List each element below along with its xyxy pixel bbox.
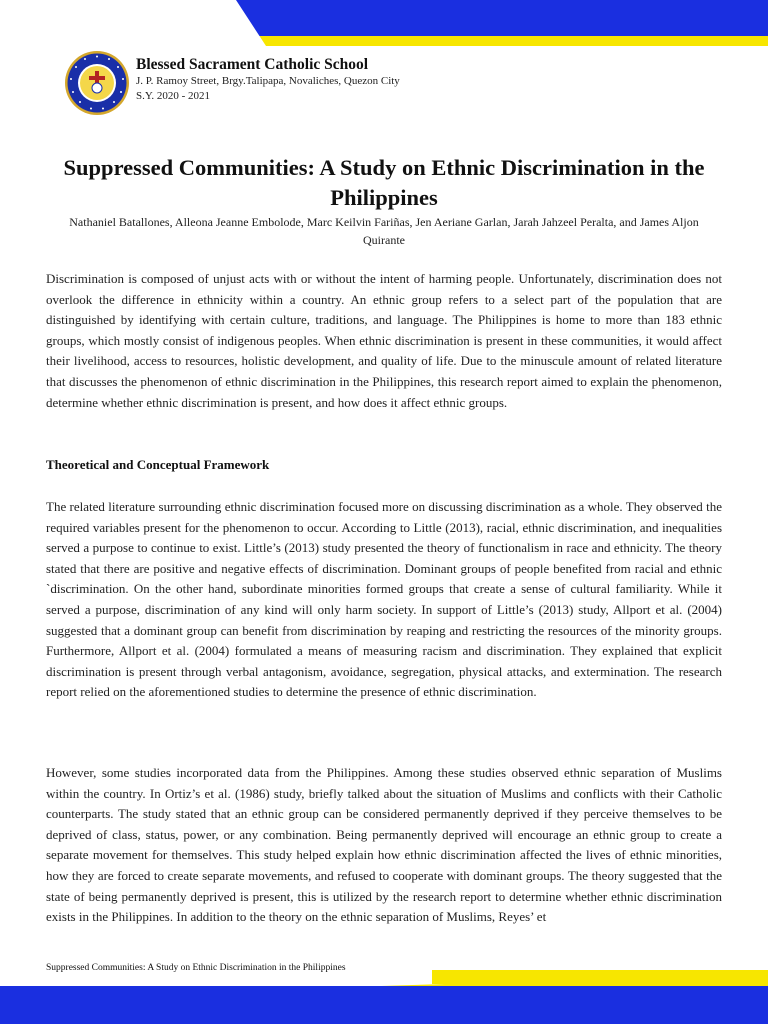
school-info bbox=[136, 55, 400, 104]
bottom-banner-blue-stripe bbox=[0, 986, 768, 1024]
school-seal-icon bbox=[64, 50, 130, 116]
school-year: S.Y. 2020 - 2021 bbox=[136, 90, 211, 102]
body-paragraph-2: However, some studies incorporated data from the Philippines. Among these studies observed ethnic separation of Muslims within the country. In Ortiz’s et al. (1986) study, briefly talked about the situation of Muslims and conflicts with their Catholic counterparts. The study stated that an ethnic group can be considered permanently deprived if they perceive themselves to be deprived of class, status, power, or any combination. Being permanently deprived will encourage an ethnic group to create a separate movement for themselves. This study helped explain how ethnic discrimination affected the lives of ethnic minorities, how they are forced to create separate movements, and refused to cooperate with dominant groups. The theory suggested that the state of being permanently deprived is present, this is utilized by the research report to determine whether ethnic discrimination exists in the Philippines. In addition to the theory on the ethnic separation of Muslims, Reyes’ et bbox=[46, 765, 722, 925]
abstract-paragraph: Discrimination is composed of unjust acts with or without the intent of harming people. Unfortunately, discrimination does not overlook the difference in ethnicity within a country. An ethnic group refers to a select part of the population that are distinguished by identifying with certain culture, traditions, and language. The Philippines is home to more than 183 ethnic groups, which mostly consist of indigenous peoples. When ethnic discrimination is present in these communities, it would affect their livelihood, access to resources, holistic development, and quality of life. Due to the minuscule amount of related literature that discusses the phenomenon of ethnic discrimination in the Philippines, this research report aimed to explain the phenomenon, determine whether ethnic discrimination is present, and how does it affect ethnic groups. bbox=[46, 271, 722, 410]
school-address: J. P. Ramoy Street, Brgy.Talipapa, Novaliches, Quezon City bbox=[136, 75, 400, 87]
school-name: Blessed Sacrament Catholic School bbox=[136, 56, 369, 73]
paper-title: Suppressed Communities: A Study on Ethnic Discrimination in the Philippines bbox=[63, 155, 705, 210]
school-header bbox=[64, 50, 744, 120]
section-heading: Theoretical and Conceptual Framework bbox=[46, 457, 270, 472]
page-footer: Suppressed Communities: A Study on Ethnic Discrimination in the Philippines bbox=[46, 963, 346, 973]
top-banner-blue-stripe bbox=[228, 0, 768, 36]
paper-authors: Nathaniel Batallones, Alleona Jeanne Embolode, Marc Keilvin Fariñas, Jen Aeriane Garlan, Jarah Jahzeel Peralta, and James Aljon Quirante bbox=[69, 215, 699, 247]
body-paragraph-1: The related literature surrounding ethnic discrimination focused more on discussing discrimination as a whole. They observed the required variables present for the phenomenon to occur. According to Little (2013), racial, ethnic discrimination, and inequalities served a purpose to continue to exist. Little’s (2013) study presented the theory of functionalism in race and ethnicity. The theory stated that there are positive and negative effects of discrimination. Dominant groups of people benefited from racial and ethnic `discrimination. On the other hand, subordinate minorities formed groups that create a sense of cultural familiarity. While it served a purpose, discrimination of any kind will only harm society. In support of Little’s (2013) study, Allport et al. (2004) suggested that a dominant group can benefit from discrimination by reaping and restricting the resources of the minority groups. Furthermore, Allport et al. (2004) formulated a means of measuring racism and discrimination. They explained that explicit discrimination is present through verbal antagonism, avoidance, segregation, physical attacks, and extermination. The research report relied on the aforementioned studies to determine the presence of ethnic discrimination. bbox=[46, 499, 722, 700]
